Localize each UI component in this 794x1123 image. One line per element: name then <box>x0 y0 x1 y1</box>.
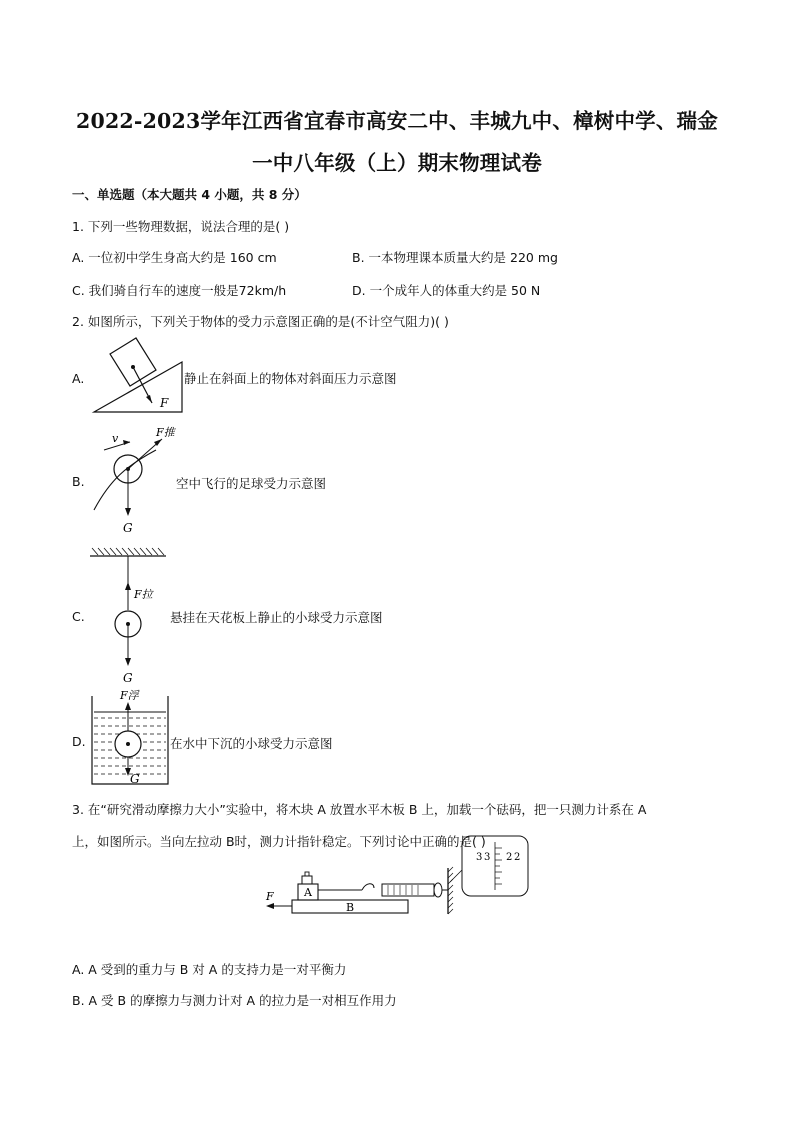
q2-option-a-letter[interactable]: A. <box>72 371 85 386</box>
buoyancy-label: F浮 <box>120 689 139 702</box>
q1-stem: 1. 下列一些物理数据，说法合理的是( ) <box>72 219 290 234</box>
scale-mark-2b: 2 <box>514 852 521 863</box>
tension-label: F拉 <box>134 588 153 601</box>
velocity-label: v <box>112 432 119 445</box>
q3-option-a[interactable]: A. A 受到的重力与 B 对 A 的支持力是一对平衡力 <box>72 962 347 977</box>
scale-mark-2a: 2 <box>506 852 513 863</box>
push-force-label: F推 <box>156 426 175 439</box>
scale-mark-3b: 3 <box>484 852 491 863</box>
q2-stem: 2. 如图所示，下列关于物体的受力示意图正确的是(不计空气阻力)( ) <box>72 314 449 329</box>
exam-title-line1: 2022-2023学年江西省宜春市高安二中、丰城九中、樟树中学、瑞金 <box>76 109 718 133</box>
pull-force-label: F <box>266 890 274 903</box>
football-diagram <box>86 424 186 536</box>
gravity-label-c: G <box>123 671 133 685</box>
sinking-ball-diagram <box>88 688 172 788</box>
incline-block-diagram <box>90 334 190 416</box>
q1-option-a[interactable]: A. 一位初中学生身高大约是 160 cm <box>72 250 277 265</box>
q3-stem-line2: 上，如图所示。当向左拉动 B时，测力计指针稳定。下列讨论中正确的是( ) <box>72 834 486 849</box>
q2-option-b-letter[interactable]: B. <box>72 474 85 489</box>
q1-option-b[interactable]: B. 一本物理课本质量大约是 220 mg <box>352 250 558 265</box>
board-b-label: B <box>346 901 355 914</box>
q2-option-d-letter[interactable]: D. <box>72 734 86 749</box>
exam-title-line2: 一中八年级（上）期末物理试卷 <box>252 151 542 175</box>
section-heading: 一、单选题（本大题共 4 小题，共 8 分） <box>72 187 307 202</box>
q2-option-b-caption: 空中飞行的足球受力示意图 <box>176 476 327 491</box>
q2-option-d-caption: 在水中下沉的小球受力示意图 <box>170 736 333 751</box>
gravity-label-d: G <box>130 772 140 786</box>
q3-stem-line1: 3. 在“研究滑动摩擦力大小”实验中，将木块 A 放置水平木板 B 上，加载一个砝码，把一只测力计系在 A <box>72 802 647 817</box>
scale-mark-3a: 3 <box>476 852 483 863</box>
q2-option-c-caption: 悬挂在天花板上静止的小球受力示意图 <box>170 610 383 625</box>
force-label-f: F <box>160 396 169 410</box>
friction-experiment-diagram <box>262 852 532 916</box>
q1-option-c[interactable]: C. 我们骑自行车的速度一般是72km/h <box>72 283 287 298</box>
block-a-label: A <box>304 886 312 899</box>
q3-option-b[interactable]: B. A 受 B 的摩擦力与测力计对 A 的拉力是一对相互作用力 <box>72 993 397 1008</box>
gravity-label-b: G <box>123 521 133 535</box>
hanging-ball-diagram <box>88 546 168 686</box>
q1-option-d[interactable]: D. 一个成年人的体重大约是 50 N <box>352 283 541 298</box>
q2-option-c-letter[interactable]: C. <box>72 609 85 624</box>
q2-option-a-caption: 静止在斜面上的物体对斜面压力示意图 <box>184 371 397 386</box>
